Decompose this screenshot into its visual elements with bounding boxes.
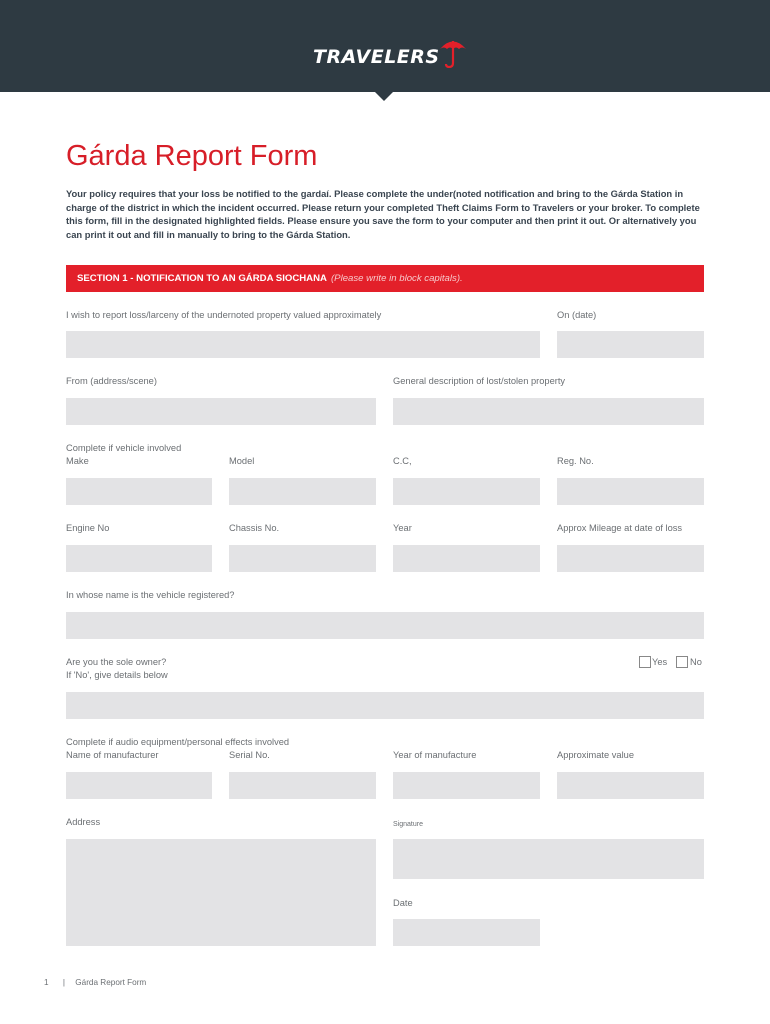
chassis-no-field[interactable] [229, 545, 376, 572]
on-date-field[interactable] [557, 331, 704, 358]
section-1-title: SECTION 1 - NOTIFICATION TO AN GÁRDA SIOCHANA [77, 273, 327, 284]
footer-form-name: Gárda Report Form [75, 978, 147, 987]
umbrella-icon [438, 36, 468, 68]
make-label: Make [66, 456, 89, 466]
engine-no-field[interactable] [66, 545, 212, 572]
year-label: Year [393, 523, 412, 533]
logo-text: TRAVELERS [313, 46, 440, 68]
sole-owner-details-field[interactable] [66, 692, 704, 719]
if-no-label: If 'No', give details below [66, 670, 168, 680]
from-address-field[interactable] [66, 398, 376, 425]
engine-no-label: Engine No [66, 523, 110, 533]
approx-value-field[interactable] [557, 772, 704, 799]
page-title: Gárda Report Form [66, 140, 318, 172]
year-field[interactable] [393, 545, 540, 572]
year-of-manufacture-field[interactable] [393, 772, 540, 799]
intro-text: Your policy requires that your loss be notified to the gardaí. Please complete the under(noted notification and bring to the Gárda Station in charge of the district in which the incident occurred. Please return your completed Theft Claims Form to Travelers or your broker. To complete this form, fill in the designated highlighted fields. Please ensure you save the form to your computer and then print it out. Or alternatively you can print it out and fill in manually to bring to the Gárda Station. [66, 188, 700, 240]
reg-no-field[interactable] [557, 478, 704, 505]
sole-owner-label: Are you the sole owner? [66, 657, 167, 667]
no-checkbox[interactable] [676, 656, 688, 668]
on-date-label: On (date) [557, 310, 597, 320]
header-notch [374, 91, 394, 101]
section-1-header [66, 265, 704, 292]
reg-no-label: Reg. No. [557, 456, 594, 466]
serial-no-field[interactable] [229, 772, 376, 799]
general-description-field[interactable] [393, 398, 704, 425]
yes-label: Yes [652, 657, 668, 667]
page-header [0, 0, 770, 92]
serial-no-label: Serial No. [229, 750, 270, 760]
year-of-manufacture-label: Year of manufacture [393, 750, 477, 760]
page-number: 1 [44, 978, 49, 987]
cc-field[interactable] [393, 478, 540, 505]
registered-name-label: In whose name is the vehicle registered? [66, 590, 235, 600]
date-field[interactable] [393, 919, 540, 946]
no-label: No [690, 657, 702, 667]
cc-label: C.C, [393, 456, 412, 466]
travelers-logo [313, 36, 468, 70]
page-footer [44, 978, 146, 987]
approx-mileage-field[interactable] [557, 545, 704, 572]
registered-name-field[interactable] [66, 612, 704, 639]
report-value-field[interactable] [66, 331, 540, 358]
signature-label: Signature [393, 821, 423, 828]
date-label: Date [393, 898, 413, 908]
approx-value-label: Approximate value [557, 750, 634, 760]
general-description-label: General description of lost/stolen property [393, 376, 566, 386]
signature-field[interactable] [393, 839, 704, 879]
manufacturer-name-field[interactable] [66, 772, 212, 799]
model-field[interactable] [229, 478, 376, 505]
address-field[interactable] [66, 839, 376, 946]
audio-intro-label: Complete if audio equipment/personal effects involved [66, 737, 290, 747]
address-label: Address [66, 817, 101, 827]
vehicle-intro-label: Complete if vehicle involved [66, 443, 182, 453]
approx-mileage-label: Approx Mileage at date of loss [557, 523, 683, 533]
section-1-note: (Please write in block capitals). [330, 273, 463, 284]
model-label: Model [229, 456, 255, 466]
yes-checkbox[interactable] [639, 656, 651, 668]
make-field[interactable] [66, 478, 212, 505]
report-value-label: I wish to report loss/larceny of the undernoted property valued approximately [66, 310, 382, 320]
chassis-no-label: Chassis No. [229, 523, 280, 533]
manufacturer-name-label: Name of manufacturer [66, 750, 159, 760]
from-address-label: From (address/scene) [66, 376, 157, 386]
footer-separator: | [62, 978, 65, 987]
